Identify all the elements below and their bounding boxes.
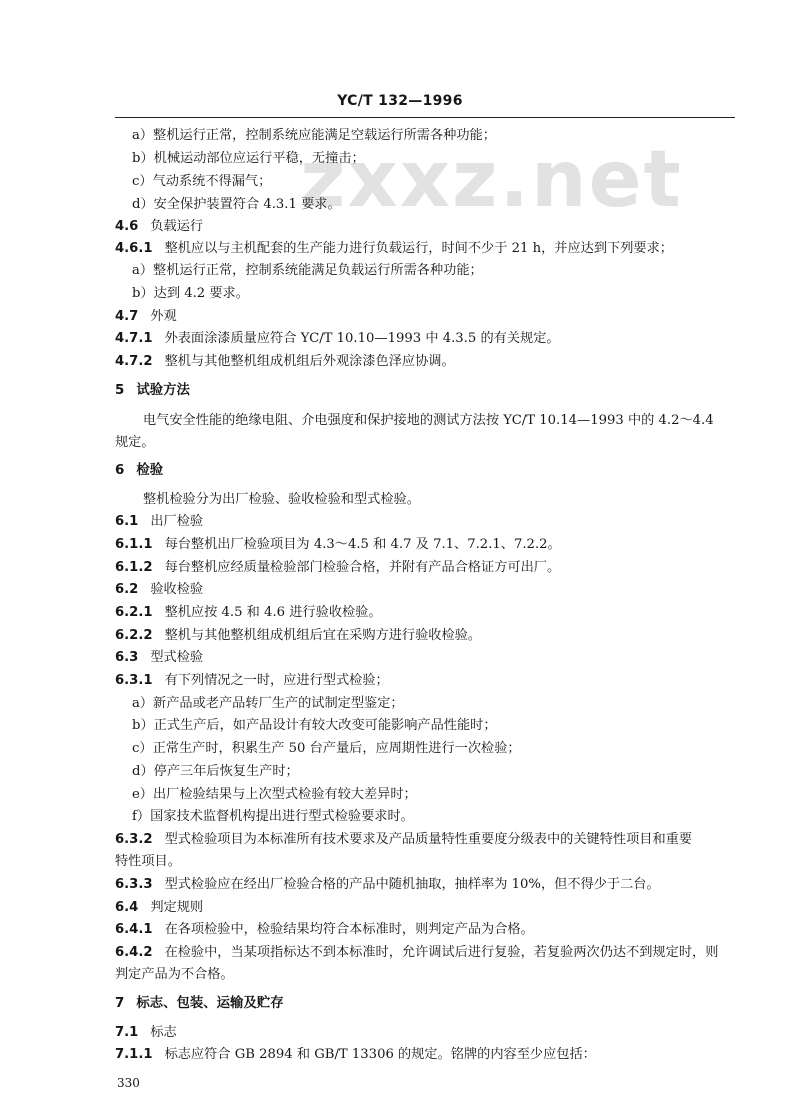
clause-number: 6.3.3 xyxy=(115,877,153,892)
text-line xyxy=(115,921,534,939)
text-line xyxy=(115,853,181,871)
clause-number: 7 xyxy=(115,996,125,1011)
clause-text: e）出厂检验结果与上次型式检验有较大差异时； xyxy=(132,787,417,802)
text-line xyxy=(115,944,718,962)
text-line xyxy=(115,513,203,531)
text-line xyxy=(115,559,560,577)
clause-number: 6.3.1 xyxy=(115,673,153,688)
clause-text: 判定规则 xyxy=(150,900,204,915)
clause-text: 外观 xyxy=(150,309,177,324)
text-line xyxy=(143,412,714,430)
clause-number: 6.1.2 xyxy=(115,560,153,575)
clause-text: 规定。 xyxy=(115,435,155,450)
text-line xyxy=(132,127,496,145)
clause-number: 6.3.2 xyxy=(115,832,153,847)
clause-text: 负载运行 xyxy=(150,219,204,234)
clause-number: 7.1 xyxy=(115,1025,139,1040)
clause-text: b）机械运动部位应运行平稳，无撞击； xyxy=(132,151,365,166)
watermark: zxxz.net xyxy=(300,135,683,225)
clause-number: 6.2 xyxy=(115,582,139,597)
text-line xyxy=(143,491,420,509)
clause-number: 6.2.1 xyxy=(115,605,153,620)
clause-text: 电气安全性能的绝缘电阻、介电强度和保护接地的测试方法按 YC/T 10.14—1993 中的 4.2～4.4 xyxy=(143,413,714,428)
text-line xyxy=(132,695,404,713)
clause-text: 每台整机应经质量检验部门检验合格，并附有产品合格证方可出厂。 xyxy=(164,560,561,575)
clause-text: 验收检验 xyxy=(150,582,204,597)
text-line xyxy=(132,150,365,168)
clause-number: 5 xyxy=(115,383,125,398)
text-line xyxy=(115,1024,177,1042)
text-line xyxy=(132,808,414,826)
clause-text: 型式检验应在经出厂检验合格的产品中随机抽取，抽样率为 10%，但不得少于二台。 xyxy=(164,877,660,892)
clause-number: 4.7.2 xyxy=(115,354,153,369)
clause-number: 7.1.1 xyxy=(115,1047,153,1062)
section-heading xyxy=(115,995,284,1013)
section-heading xyxy=(115,462,163,480)
clause-text: 整机与其他整机组成机组后宜在采购方进行验收检验。 xyxy=(164,628,482,643)
text-line xyxy=(115,353,455,371)
clause-text: 整机与其他整机组成机组后外观涂漆色泽应协调。 xyxy=(164,354,455,369)
clause-number: 6.4.2 xyxy=(115,945,153,960)
text-line xyxy=(115,649,203,667)
text-line xyxy=(115,330,560,348)
text-line xyxy=(115,308,177,326)
text-line xyxy=(115,536,561,554)
text-line xyxy=(115,627,481,645)
text-line xyxy=(132,717,497,735)
clause-text: 试验方法 xyxy=(136,383,190,398)
header-rule xyxy=(115,117,735,118)
clause-number: 4.6 xyxy=(115,219,139,234)
clause-text: a）整机运行正常，控制系统应能满足空载运行所需各种功能； xyxy=(132,128,496,143)
clause-number: 6.2.2 xyxy=(115,628,153,643)
clause-text: a）新产品或老产品转厂生产的试制定型鉴定； xyxy=(132,696,404,711)
text-line xyxy=(132,763,299,781)
clause-text: 整机检验分为出厂检验、验收检验和型式检验。 xyxy=(143,492,420,507)
clause-text: 出厂检验 xyxy=(150,514,204,529)
text-line xyxy=(115,581,203,599)
clause-number: 6.4.1 xyxy=(115,922,153,937)
page-header: YC/T 132—1996 xyxy=(337,93,463,109)
text-line xyxy=(132,285,249,303)
text-line xyxy=(115,1046,596,1064)
text-line xyxy=(115,434,155,452)
clause-text: 整机应以与主机配套的生产能力进行负载运行，时间不少于 21 h，并应达到下列要求； xyxy=(164,241,673,256)
clause-number: 6 xyxy=(115,463,125,478)
clause-text: 型式检验项目为本标准所有技术要求及产品质量特性重要度分级表中的关键特性项目和重要 xyxy=(164,832,693,847)
clause-text: 整机应按 4.5 和 4.6 进行验收检验。 xyxy=(164,605,382,620)
clause-text: b）达到 4.2 要求。 xyxy=(132,286,249,301)
clause-text: 外表面涂漆质量应符合 YC/T 10.10—1993 中 4.3.5 的有关规定。 xyxy=(164,331,560,346)
clause-text: d）停产三年后恢复生产时； xyxy=(132,764,299,779)
text-line xyxy=(115,604,382,622)
clause-text: 检验 xyxy=(136,463,164,478)
clause-text: 有下列情况之一时，应进行型式检验； xyxy=(164,673,389,688)
clause-text: 在检验中，当某项指标达不到本标准时，允许调试后进行复验，若复验两次仍达不到规定时，则 xyxy=(164,945,719,960)
clause-number: 6.3 xyxy=(115,650,139,665)
text-line xyxy=(115,218,203,236)
page-number: 330 xyxy=(117,1076,140,1090)
clause-number: 4.7 xyxy=(115,309,139,324)
text-line xyxy=(132,173,271,191)
clause-text: d）安全保护装置符合 4.3.1 要求。 xyxy=(132,197,341,212)
clause-text: 每台整机出厂检验项目为 4.3～4.5 和 4.7 及 7.1、7.2.1、7.2.2。 xyxy=(164,537,561,552)
clause-number: 6.1.1 xyxy=(115,537,153,552)
clause-text: 判定产品为不合格。 xyxy=(115,967,234,982)
text-line xyxy=(132,196,341,214)
text-line xyxy=(115,899,203,917)
clause-text: c）气动系统不得漏气； xyxy=(132,174,272,189)
text-line xyxy=(115,966,234,984)
clause-number: 6.4 xyxy=(115,900,139,915)
clause-number: 6.1 xyxy=(115,514,139,529)
clause-text: c）正常生产时，积累生产 50 台产量后，应周期性进行一次检验； xyxy=(132,741,521,756)
clause-text: b）正式生产后，如产品设计有较大改变可能影响产品性能时； xyxy=(132,718,497,733)
clause-number: 4.7.1 xyxy=(115,331,153,346)
clause-text: 在各项检验中，检验结果均符合本标准时，则判定产品为合格。 xyxy=(164,922,534,937)
text-line xyxy=(115,240,673,258)
clause-text: 标志、包装、运输及贮存 xyxy=(136,996,284,1011)
text-line xyxy=(115,672,389,690)
text-line xyxy=(115,876,660,894)
text-line xyxy=(132,740,521,758)
clause-text: f）国家技术监督机构提出进行型式检验要求时。 xyxy=(132,809,414,824)
clause-text: 型式检验 xyxy=(150,650,204,665)
text-line xyxy=(132,262,483,280)
clause-text: 特性项目。 xyxy=(115,854,181,869)
clause-text: 标志应符合 GB 2894 和 GB/T 13306 的规定。铭牌的内容至少应包括： xyxy=(164,1047,596,1062)
text-line xyxy=(115,831,692,849)
clause-text: a）整机运行正常，控制系统能满足负载运行所需各种功能； xyxy=(132,263,483,278)
clause-number: 4.6.1 xyxy=(115,241,153,256)
section-heading xyxy=(115,382,190,400)
clause-text: 标志 xyxy=(150,1025,177,1040)
text-line xyxy=(132,786,417,804)
